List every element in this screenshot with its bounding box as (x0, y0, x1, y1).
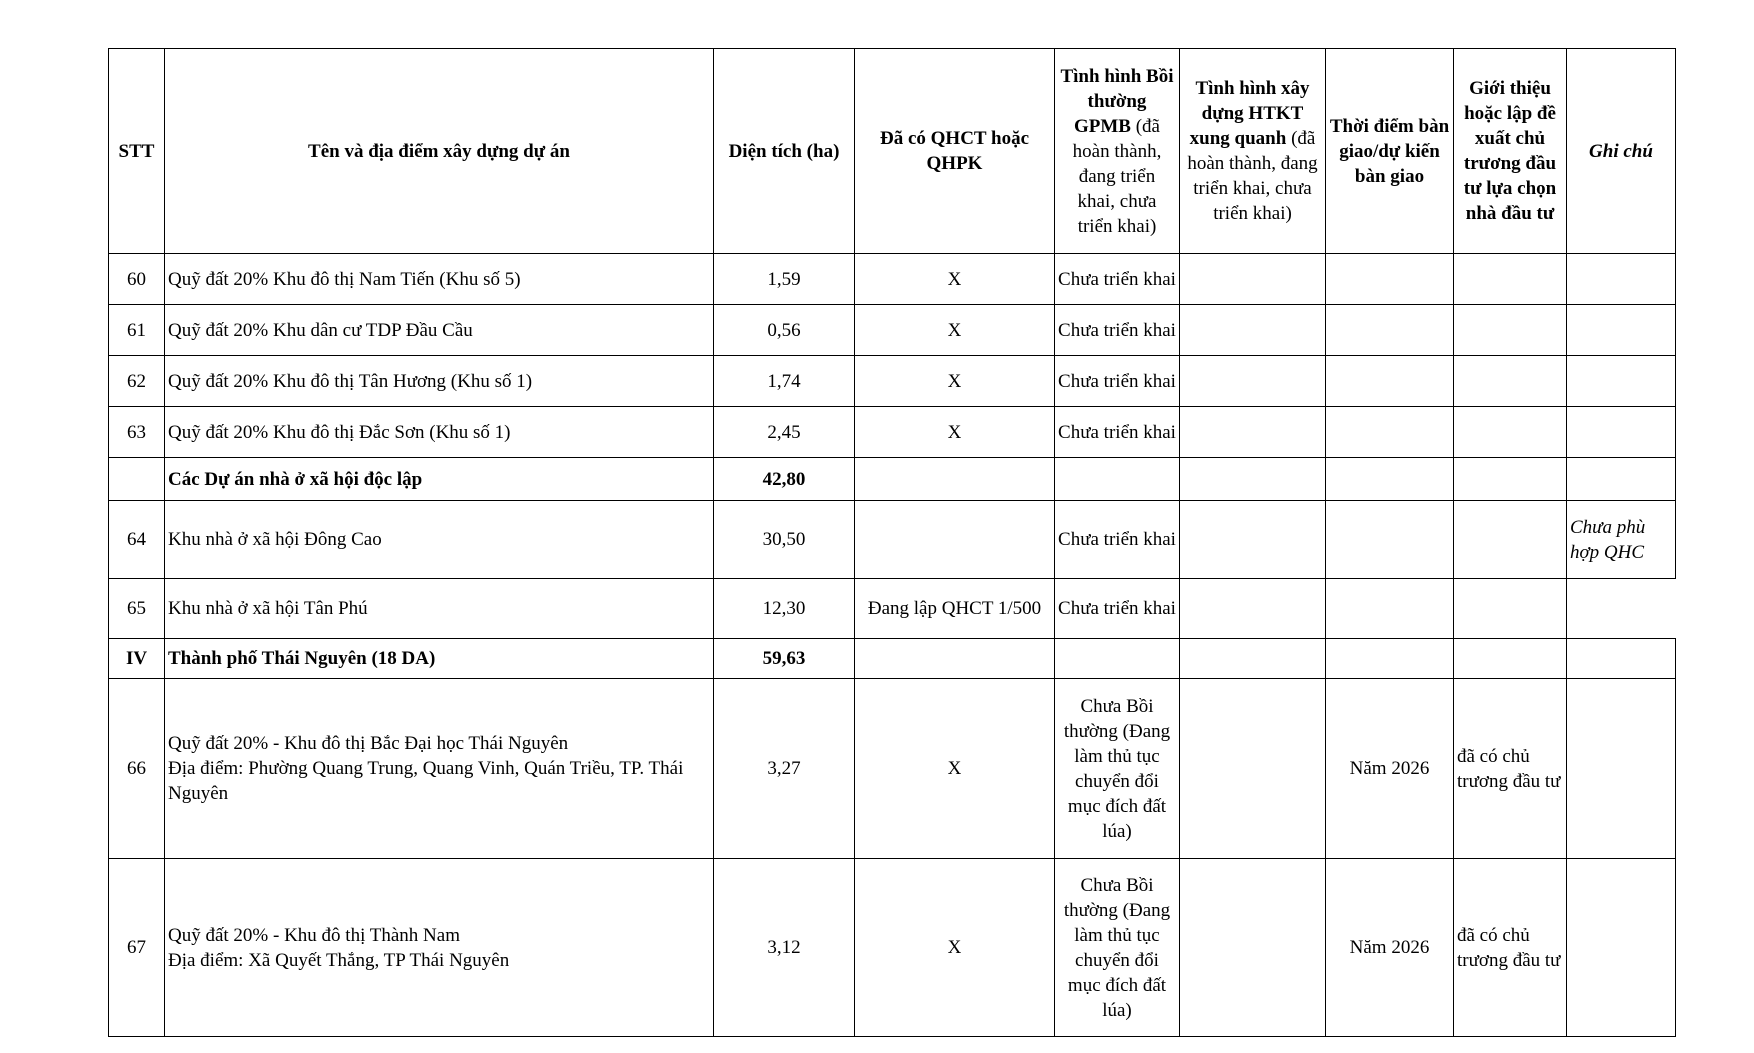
cell-investor (1454, 305, 1567, 356)
cell-handover (1326, 579, 1454, 639)
cell-area: 2,45 (714, 407, 855, 458)
cell-investor: đã có chủ trương đầu tư (1454, 859, 1567, 1037)
cell-plan: X (855, 356, 1055, 407)
cell-note (1567, 579, 1676, 639)
cell-area: 1,74 (714, 356, 855, 407)
cell-handover (1326, 639, 1454, 679)
cell-handover: Năm 2026 (1326, 859, 1454, 1037)
compensation-header-note: (đã hoàn thành, đang triển khai, chưa triển khai) (1072, 115, 1162, 237)
cell-compensation: Chưa triển khai (1055, 254, 1180, 305)
cell-stt: IV (109, 639, 165, 679)
cell-investor (1454, 407, 1567, 458)
cell-investor (1454, 639, 1567, 679)
project-table (108, 48, 1676, 1037)
cell-investor (1454, 579, 1567, 639)
cell-name: Các Dự án nhà ở xã hội độc lập (165, 458, 714, 501)
cell-handover (1326, 305, 1454, 356)
table-row (109, 254, 1676, 305)
cell-name: Thành phố Thái Nguyên (18 DA) (165, 639, 714, 679)
project-name: Quỹ đất 20% - Khu đô thị Bắc Đại học Thái Nguyên (168, 733, 569, 754)
cell-plan: X (855, 305, 1055, 356)
col-header-handover: Thời điểm bàn giao/dự kiến bàn giao (1326, 49, 1454, 254)
col-header-note: Ghi chú (1567, 49, 1676, 254)
table-row (109, 356, 1676, 407)
cell-infra (1180, 356, 1326, 407)
cell-stt: 65 (109, 579, 165, 639)
cell-compensation (1055, 639, 1180, 679)
cell-stt (109, 458, 165, 501)
cell-infra (1180, 501, 1326, 579)
project-name: Quỹ đất 20% - Khu đô thị Thành Nam (168, 924, 460, 946)
cell-infra (1180, 305, 1326, 356)
cell-name: Quỹ đất 20% Khu đô thị Tân Hương (Khu số 1) (165, 356, 714, 407)
cell-investor: đã có chủ trương đầu tư (1454, 679, 1567, 859)
cell-stt: 67 (109, 859, 165, 1037)
cell-note (1567, 679, 1676, 859)
cell-name: Khu nhà ở xã hội Đông Cao (165, 501, 714, 579)
cell-stt: 61 (109, 305, 165, 356)
cell-plan: X (855, 407, 1055, 458)
table-row (109, 407, 1676, 458)
header-row (109, 49, 1676, 254)
cell-infra (1180, 579, 1326, 639)
cell-name (165, 859, 714, 1037)
cell-infra (1180, 254, 1326, 305)
table-row (109, 859, 1676, 1037)
cell-compensation: Chưa triển khai (1055, 501, 1180, 579)
col-header-stt: STT (109, 49, 165, 254)
cell-compensation: Chưa Bồi thường (Đang làm thủ tục chuyển đổi mục đích đất lúa) (1055, 859, 1180, 1037)
cell-note (1567, 639, 1676, 679)
col-header-compensation (1055, 49, 1180, 254)
cell-area: 42,80 (714, 458, 855, 501)
cell-area: 30,50 (714, 501, 855, 579)
table-row (109, 679, 1676, 859)
table-row (109, 501, 1676, 579)
cell-plan: X (855, 679, 1055, 859)
cell-handover: Năm 2026 (1326, 679, 1454, 859)
cell-note (1567, 305, 1676, 356)
cell-infra (1180, 679, 1326, 859)
cell-name: Quỹ đất 20% Khu đô thị Nam Tiến (Khu số 5) (165, 254, 714, 305)
cell-plan (855, 501, 1055, 579)
table-row (109, 579, 1676, 639)
cell-area: 59,63 (714, 639, 855, 679)
cell-stt: 60 (109, 254, 165, 305)
cell-compensation (1055, 458, 1180, 501)
cell-investor (1454, 356, 1567, 407)
cell-name (165, 679, 714, 859)
cell-note (1567, 254, 1676, 305)
cell-note (1567, 859, 1676, 1037)
cell-plan: X (855, 254, 1055, 305)
cell-handover (1326, 407, 1454, 458)
project-location: Địa điểm: Phường Quang Trung, Quang Vinh, Quán Triều, TP. Thái Nguyên (168, 758, 684, 804)
infra-header-bold: Tình hình xây dựng HTKT xung quanh (1189, 78, 1310, 149)
cell-stt: 64 (109, 501, 165, 579)
cell-name: Khu nhà ở xã hội Tân Phú (165, 579, 714, 639)
cell-handover (1326, 254, 1454, 305)
cell-plan: Đang lập QHCT 1/500 (855, 579, 1055, 639)
col-header-area: Diện tích (ha) (714, 49, 855, 254)
cell-stt: 62 (109, 356, 165, 407)
cell-stt: 63 (109, 407, 165, 458)
cell-area: 12,30 (714, 579, 855, 639)
table-row (109, 305, 1676, 356)
group-row (109, 639, 1676, 679)
infra-header-note: (đã hoàn thành, đang triển khai, chưa triển khai) (1187, 128, 1318, 224)
cell-plan (855, 639, 1055, 679)
cell-handover (1326, 501, 1454, 579)
col-header-infra (1180, 49, 1326, 254)
cell-area: 3,12 (714, 859, 855, 1037)
cell-compensation: Chưa Bồi thường (Đang làm thủ tục chuyển đổi mục đích đất lúa) (1055, 679, 1180, 859)
cell-investor (1454, 501, 1567, 579)
cell-infra (1180, 458, 1326, 501)
cell-infra (1180, 859, 1326, 1037)
cell-handover (1326, 356, 1454, 407)
col-header-investor: Giới thiệu hoặc lập đề xuất chủ trương đầu tư lựa chọn nhà đầu tư (1454, 49, 1567, 254)
cell-note (1567, 458, 1676, 501)
cell-stt: 66 (109, 679, 165, 859)
cell-compensation: Chưa triển khai (1055, 407, 1180, 458)
cell-area: 3,27 (714, 679, 855, 859)
project-location: Địa điểm: Xã Quyết Thắng, TP Thái Nguyên (168, 949, 510, 971)
cell-investor (1454, 254, 1567, 305)
cell-area: 1,59 (714, 254, 855, 305)
cell-compensation: Chưa triển khai (1055, 305, 1180, 356)
cell-compensation: Chưa triển khai (1055, 579, 1180, 639)
cell-name: Quỹ đất 20% Khu đô thị Đắc Sơn (Khu số 1) (165, 407, 714, 458)
cell-plan (855, 458, 1055, 501)
cell-infra (1180, 639, 1326, 679)
group-row (109, 458, 1676, 501)
col-header-plan: Đã có QHCT hoặc QHPK (855, 49, 1055, 254)
cell-area: 0,56 (714, 305, 855, 356)
col-header-name: Tên và địa điểm xây dựng dự án (165, 49, 714, 254)
cell-investor (1454, 458, 1567, 501)
cell-plan: X (855, 859, 1055, 1037)
cell-handover (1326, 458, 1454, 501)
cell-note (1567, 407, 1676, 458)
compensation-header-bold: Tình hình Bồi thường GPMB (1060, 65, 1174, 137)
cell-note: Chưa phù hợp QHC (1567, 501, 1676, 579)
cell-infra (1180, 407, 1326, 458)
cell-compensation: Chưa triển khai (1055, 356, 1180, 407)
cell-note (1567, 356, 1676, 407)
cell-name: Quỹ đất 20% Khu dân cư TDP Đầu Cầu (165, 305, 714, 356)
